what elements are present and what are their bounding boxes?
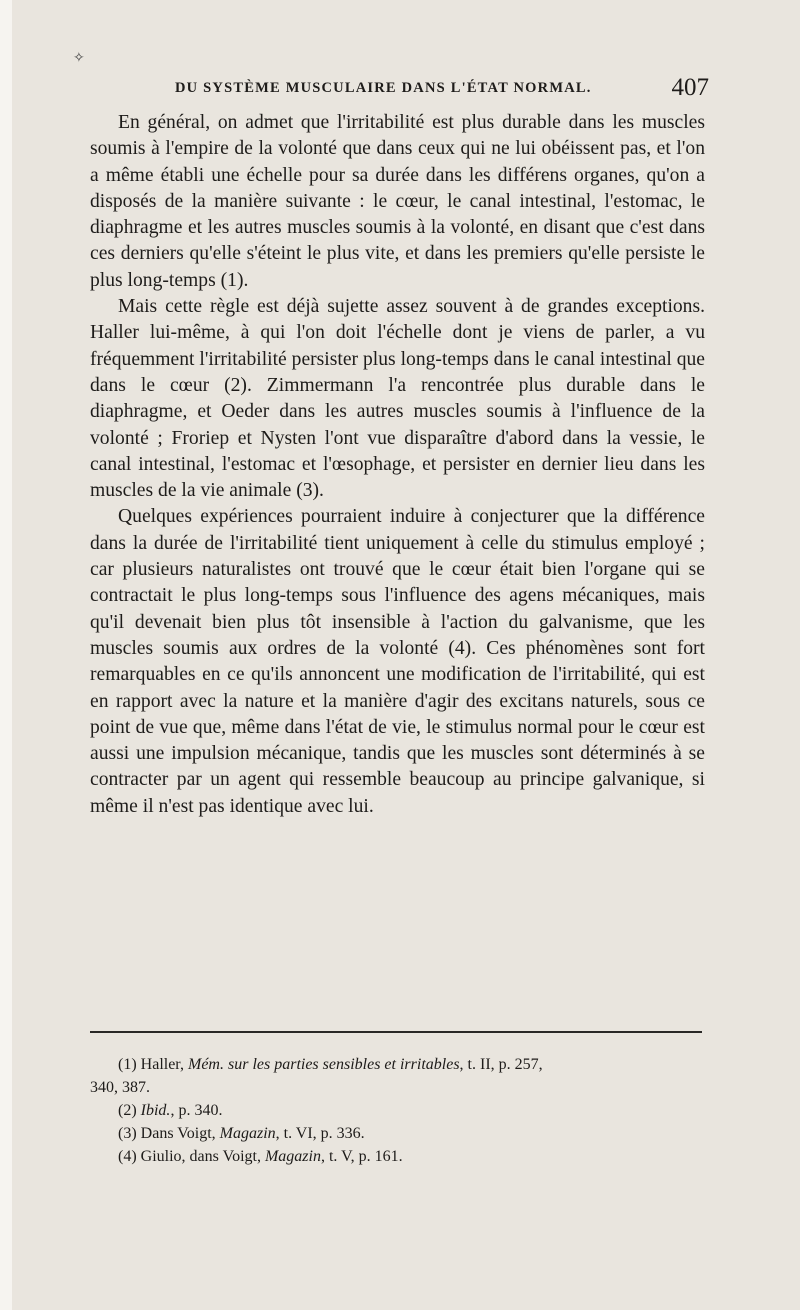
footnote bbox=[90, 1053, 710, 1076]
footnote-rest: , t. V, p. 161. bbox=[320, 1148, 403, 1165]
footnote-title: Mém. sur les parties sensibles et irritables bbox=[188, 1056, 460, 1073]
page-edge bbox=[0, 0, 12, 1310]
paragraph: Mais cette règle est déjà sujette assez souvent à de grandes exceptions. Haller lui-même, à qui l'on doit l'échelle dont je viens de parler, a vu fréquemment l'irritabilité persister plus long-temps dans le canal intestinal que dans le cœur (2). Zimmermann l'a rencontrée plus durable dans le diaphragme, et Oeder dans les autres muscles soumis à l'influence de la volonté ; Froriep et Nysten l'ont vue disparaître d'abord dans la vessie, le canal intestinal, l'estomac et l'œsophage, et persister en dernier lieu dans les muscles de la vie animale (3). bbox=[90, 296, 705, 502]
ornament-mark: ✧ bbox=[73, 51, 85, 66]
footnote bbox=[90, 1122, 710, 1145]
page-number: 407 bbox=[671, 74, 709, 101]
footnote-title: Magazin bbox=[264, 1148, 321, 1165]
footnote bbox=[90, 1145, 710, 1168]
footnote-rest: , t. VI, p. 336. bbox=[275, 1125, 365, 1142]
paragraph: En général, on admet que l'irritabilité est plus durable dans les muscles soumis à l'empire de la volonté que dans ceux qui ne lui obéissent pas, et l'on a même établi une échelle pour sa durée dans les différens organes, qu'on a disposés de la manière suivante : le cœur, le canal intestinal, l'estomac, le diaphragme et les autres muscles soumis à la volonté, en disant que c'est dans ces derniers qu'elle s'éteint le plus vite, et dans les premiers qu'elle persiste le plus long-temps (1). bbox=[90, 112, 705, 291]
footnote-mark: (4) bbox=[118, 1148, 137, 1165]
footnote-author: Dans Voigt, bbox=[140, 1125, 220, 1142]
footnote-mark: (3) bbox=[118, 1125, 137, 1142]
footnotes bbox=[90, 1053, 710, 1168]
footnote-mark: (2) bbox=[118, 1102, 137, 1119]
footnote-title: Magazin bbox=[219, 1125, 276, 1142]
page-header bbox=[175, 74, 715, 104]
footnote-mark: (1) bbox=[118, 1056, 137, 1073]
footnote-rest: 340, 387. bbox=[90, 1079, 150, 1096]
footnote-rule bbox=[90, 1031, 702, 1033]
running-title: DU SYSTÈME MUSCULAIRE DANS L'ÉTAT NORMAL. bbox=[175, 80, 592, 96]
body-text bbox=[90, 110, 705, 820]
footnote bbox=[90, 1099, 710, 1122]
footnote-author: Giulio, dans Voigt, bbox=[140, 1148, 265, 1165]
footnote-author: Haller, bbox=[140, 1056, 188, 1073]
footnote-title: Ibid. bbox=[140, 1102, 171, 1119]
footnote-rest: , p. 340. bbox=[170, 1102, 223, 1119]
footnote-continuation bbox=[90, 1076, 710, 1099]
footnote-rest: , t. II, p. 257, bbox=[459, 1056, 543, 1073]
paragraph: Quelques expériences pourraient induire à conjecturer que la différence dans la durée de l'irritabilité tient uniquement à celle du stimulus employé ; car plusieurs naturalistes ont trouvé que le cœur était bien l'organe qui se contractait le plus long-temps sous l'influence des agens mécaniques, mais qu'il devenait bien plus tôt insensible à l'action du galvanisme, que les muscles soumis aux ordres de la volonté (4). Ces phénomènes sont fort remarquables en ce qu'ils annoncent une modification de l'irritabilité, qui est en rapport avec la nature et la manière d'agir des excitans naturels, sous ce point de vue que, même dans l'état de vie, le stimulus normal pour le cœur est aussi une impulsion mécanique, tandis que les muscles sont déterminés à se contracter par un agent qui ressemble beaucoup au principe galvanique, si même il n'est pas identique avec lui. bbox=[90, 506, 705, 817]
